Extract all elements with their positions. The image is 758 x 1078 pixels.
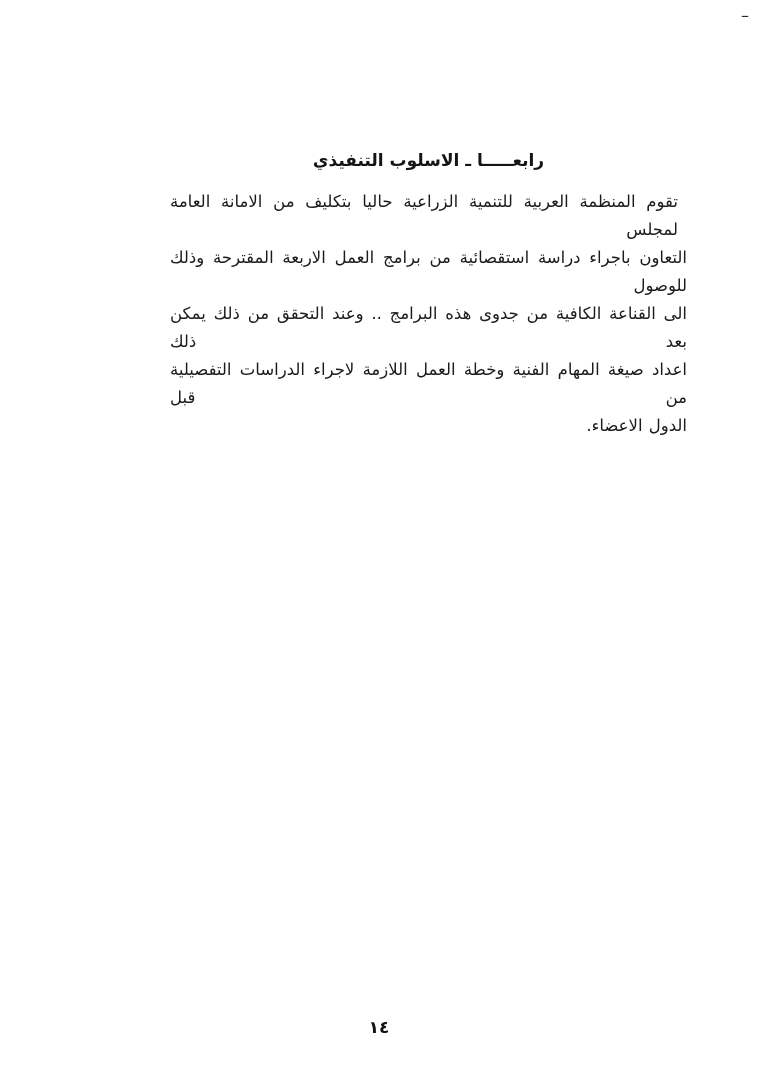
paragraph-line: تقوم المنظمة العربية للتنمية الزراعية حاليا بتكليف من الامانة العامة لمجلس xyxy=(170,192,678,239)
paragraph-line: التعاون باجراء دراسة استقصائية من برامج العمل الاربعة المقترحة وذلك للوصول xyxy=(170,248,687,295)
page-number: ١٤ xyxy=(368,1018,390,1038)
document-body xyxy=(170,148,687,440)
paragraph-line: الدول الاعضاء. xyxy=(586,416,687,435)
paragraph-line: الى القناعة الكافية من جدوى هذه البرامج .. وعند التحقق من ذلك يمكن بعد ذلك xyxy=(170,304,687,351)
top-corner-mark: – xyxy=(741,6,748,25)
paragraph-line: اعداد صيغة المهام الفنية وخطة العمل اللازمة لاجراء الدراسات التفصيلية من قبل xyxy=(170,360,687,407)
section-heading: رابعـــــا ـ الاسلوب التنفيذي xyxy=(312,151,545,171)
